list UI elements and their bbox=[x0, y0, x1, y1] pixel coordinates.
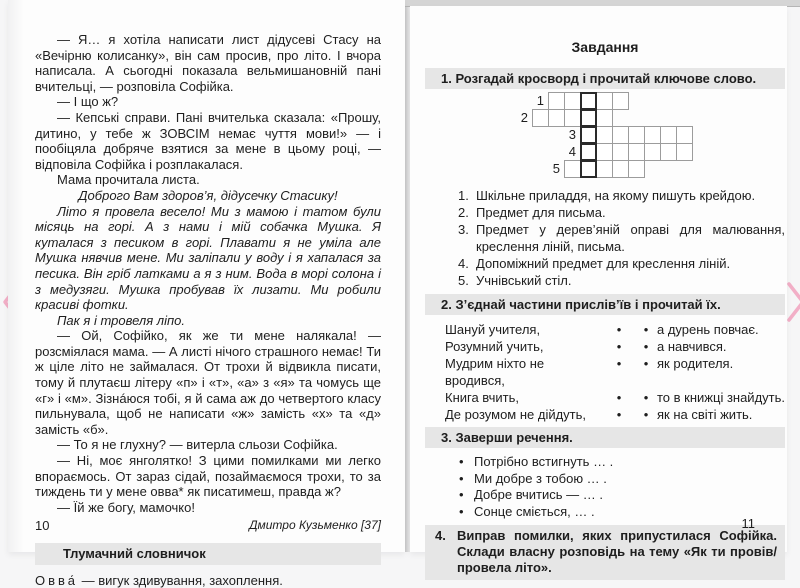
crossword-row-number: 2 bbox=[520, 110, 528, 125]
clue-text: Шкільне приладдя, на якому пишуть крейдою. bbox=[476, 188, 756, 203]
connector-dot: • bbox=[616, 356, 622, 371]
paragraph-dialogue: Мама прочитала листа. bbox=[57, 172, 200, 188]
crossword-cell bbox=[532, 109, 549, 127]
paragraph-attribution: Дмитро Кузьменко [37] bbox=[249, 518, 381, 533]
task4-header bbox=[425, 525, 785, 580]
crossword-key-cell bbox=[580, 92, 597, 110]
crossword-clue bbox=[425, 221, 785, 255]
connector-dot: • bbox=[616, 390, 622, 405]
crossword-clue bbox=[425, 272, 785, 289]
sentence-text: Сонце сміється, … . bbox=[474, 503, 595, 519]
crossword-cell bbox=[564, 92, 581, 110]
crossword-cell bbox=[596, 109, 613, 127]
crossword-cell bbox=[612, 160, 629, 178]
task1-header: 1. Розгадай кросворд і прочитай ключове слово. bbox=[425, 68, 785, 89]
glossary-definition: — вигук здивування, захоплення. bbox=[81, 572, 283, 588]
proverb-matching bbox=[425, 321, 785, 423]
crossword-clue bbox=[425, 255, 785, 272]
sentence-item bbox=[459, 471, 785, 488]
paragraph-dialogue: — Кепські справи. Пані вчителька сказала: «Прошу, дитино, у тебе ж ЗОВСІМ немає чуття мови!» — і пообіцяла добряче взятися за мене в цьому році, — відповіла Софійка і розплакалася. bbox=[35, 109, 381, 172]
bullet-dot: • bbox=[459, 503, 464, 519]
left-page bbox=[8, 0, 405, 588]
crossword-cell bbox=[564, 109, 581, 127]
connector-dot: • bbox=[616, 407, 622, 422]
task2-header: 2. З’єднай частини прислів’їв і прочитай їх. bbox=[425, 294, 785, 315]
proverb-pair bbox=[445, 406, 785, 423]
crossword-cell bbox=[676, 126, 693, 144]
chevron-right-icon bbox=[785, 311, 800, 328]
paragraph-dialogue: — І що ж? bbox=[57, 94, 119, 110]
paragraph-dialogue: — Їй же богу, мамочко! bbox=[57, 499, 195, 515]
crossword-row-number: 3 bbox=[568, 127, 576, 142]
crossword-clue bbox=[425, 204, 785, 221]
proverb-right: а дурень повчає. bbox=[657, 322, 759, 337]
crossword-clue bbox=[425, 187, 785, 204]
paragraph-dialogue: — То я не глухну? — витерла сльози Софійка. bbox=[57, 437, 338, 453]
proverb-pair bbox=[445, 355, 785, 389]
crossword-cell bbox=[612, 143, 629, 161]
crossword-key-cell bbox=[580, 109, 597, 127]
sentence-item bbox=[459, 504, 785, 521]
clue-text: Учнівський стіл. bbox=[476, 273, 572, 288]
crossword-cell bbox=[596, 160, 613, 178]
sentence-text: Добре вчитись — … . bbox=[474, 487, 603, 502]
crossword-cell bbox=[596, 126, 613, 144]
crossword-cell bbox=[564, 160, 581, 178]
crossword-cell bbox=[612, 126, 629, 144]
connector-dot: • bbox=[643, 390, 649, 405]
paragraph-letter: Літо я провела весело! Ми з мамою і татом були місяць на горі. А з нами і мій собачка Мушка. Я куталася з песиком в горі. Плавати я не уміла але Мушка нявчив мене. Ми заліпали у воду і я хапалася за песика. Він гріб латками а я з ним. Вода в морі солона і з медузяги. Мушка пробував їх лизати. Ми робили красиві фотки. bbox=[35, 203, 381, 313]
crossword-cell bbox=[660, 143, 677, 161]
crossword-row-number: 4 bbox=[568, 144, 576, 159]
crossword-key-cell bbox=[580, 143, 597, 161]
task3-header: 3. Заверши речення. bbox=[425, 427, 785, 448]
sentence-text: Ми добре з тобою … . bbox=[474, 470, 607, 486]
crossword-key-cell bbox=[580, 160, 597, 178]
clue-number: 4. bbox=[458, 256, 469, 271]
crossword-cell bbox=[644, 143, 661, 161]
connector-dot: • bbox=[616, 339, 622, 354]
proverb-right: як на світі жить. bbox=[657, 407, 753, 422]
crossword-cell bbox=[596, 143, 613, 161]
clue-text: Допоміжний предмет для креслення ліній. bbox=[476, 256, 731, 271]
clue-number: 5. bbox=[458, 273, 469, 288]
sentence-item bbox=[459, 487, 785, 504]
crossword-cell bbox=[628, 126, 645, 144]
crossword-cell bbox=[548, 92, 565, 110]
crossword-clues bbox=[425, 187, 785, 289]
connector-dot: • bbox=[616, 322, 622, 337]
connector-dot: • bbox=[643, 322, 649, 337]
crossword-grid bbox=[425, 92, 785, 181]
paragraph-dialogue: — Ні, моє янголятко! З цими помилками ми легко впораємось. От зараз сідай, позаймаємося трохи, то за тиждень ти у мене овва* як писатимеш, правда ж? bbox=[35, 453, 381, 500]
tasks-title: Завдання bbox=[571, 39, 639, 55]
clue-number: 1. bbox=[458, 188, 469, 203]
clue-text: Предмет для письма. bbox=[476, 205, 606, 220]
proverb-pair bbox=[445, 321, 785, 338]
next-page-button[interactable] bbox=[785, 280, 800, 324]
crossword-row-number: 1 bbox=[536, 93, 544, 108]
crossword-cell bbox=[548, 109, 565, 127]
paragraph-dialogue: — Я… я хотіла написати лист дідусеві Стасу на «Вечірню колисанку», він сам просив, про літо. І вчора написала. А сьогодні показала вельмишановній пані вчительці, — розповіла Софійка. bbox=[35, 32, 381, 94]
proverb-right: як родителя. bbox=[657, 356, 734, 371]
right-page bbox=[410, 6, 787, 575]
proverb-pair bbox=[445, 338, 785, 355]
task4-number: 4. bbox=[435, 528, 446, 543]
tasks-content bbox=[425, 6, 785, 580]
crossword-cell bbox=[612, 92, 629, 110]
connector-dot: • bbox=[643, 339, 649, 354]
crossword-cell bbox=[628, 143, 645, 161]
proverb-left: Книга вчить, bbox=[445, 390, 520, 405]
proverb-left: Розумний учить, bbox=[445, 339, 544, 354]
bullet-dot: • bbox=[459, 487, 464, 502]
connector-dot: • bbox=[643, 356, 649, 371]
crossword-cell bbox=[676, 143, 693, 161]
proverb-right: а навчився. bbox=[657, 339, 727, 354]
clue-number: 3. bbox=[458, 222, 469, 237]
glossary-term: Овва́ bbox=[35, 572, 79, 588]
proverb-pair bbox=[445, 389, 785, 406]
page-number-right: 11 bbox=[741, 516, 755, 531]
story-text bbox=[35, 32, 381, 588]
crossword-cell bbox=[660, 126, 677, 144]
paragraph-letter: Пак я і тровеля ліпо. bbox=[57, 312, 186, 328]
finish-sentences bbox=[425, 454, 785, 520]
proverb-left: Шануй учителя, bbox=[445, 322, 541, 337]
clue-text: Предмет у дерев’яній оправі для малювання, креслення ліній, письма. bbox=[476, 222, 785, 254]
proverb-right: то в книжці знайдуть. bbox=[657, 390, 785, 405]
bullet-dot: • bbox=[459, 470, 464, 486]
clue-number: 2. bbox=[458, 205, 469, 220]
task4-text: Виправ помилки, яких припустилася Софійка. Склади власну розповідь на тему «Як ти провів/провела літо». bbox=[457, 528, 777, 575]
glossary-header: Тлумачний словничок bbox=[35, 543, 381, 565]
crossword-row-number: 5 bbox=[552, 161, 560, 176]
crossword-cell bbox=[596, 92, 613, 110]
bullet-dot: • bbox=[459, 454, 464, 469]
sentence-item bbox=[459, 454, 785, 471]
proverb-left: Де розумом не дійдуть, bbox=[445, 407, 587, 422]
paragraph-dialogue: — Ой, Софійко, як же ти мене налякала! — розсміялася мама. — А листі нічого страшного немає! Ти ж ціле літо не займалася. От трохи й відвикла писати, тому й плутаєш літеру «п» і «т», «а» з «я» та чомусь ще «г» і «м». Зізнáюся тобі, я й сама аж до четвертого класу пильнувала, щоб не написати «ж» замість «х» та «д» замість «б». bbox=[35, 328, 381, 437]
crossword-key-cell bbox=[580, 126, 597, 144]
page-number-left: 10 bbox=[35, 518, 50, 533]
paragraph-letter-center: Доброго Вам здоров’я, дідусечку Стасику! bbox=[78, 187, 338, 203]
proverb-left: Мудрим ніхто не вродився, bbox=[445, 356, 545, 388]
connector-dot: • bbox=[643, 407, 649, 422]
crossword-cell bbox=[644, 126, 661, 144]
sentence-text: Потрібно встигнуть … . bbox=[474, 454, 614, 469]
crossword-cell bbox=[628, 160, 645, 178]
